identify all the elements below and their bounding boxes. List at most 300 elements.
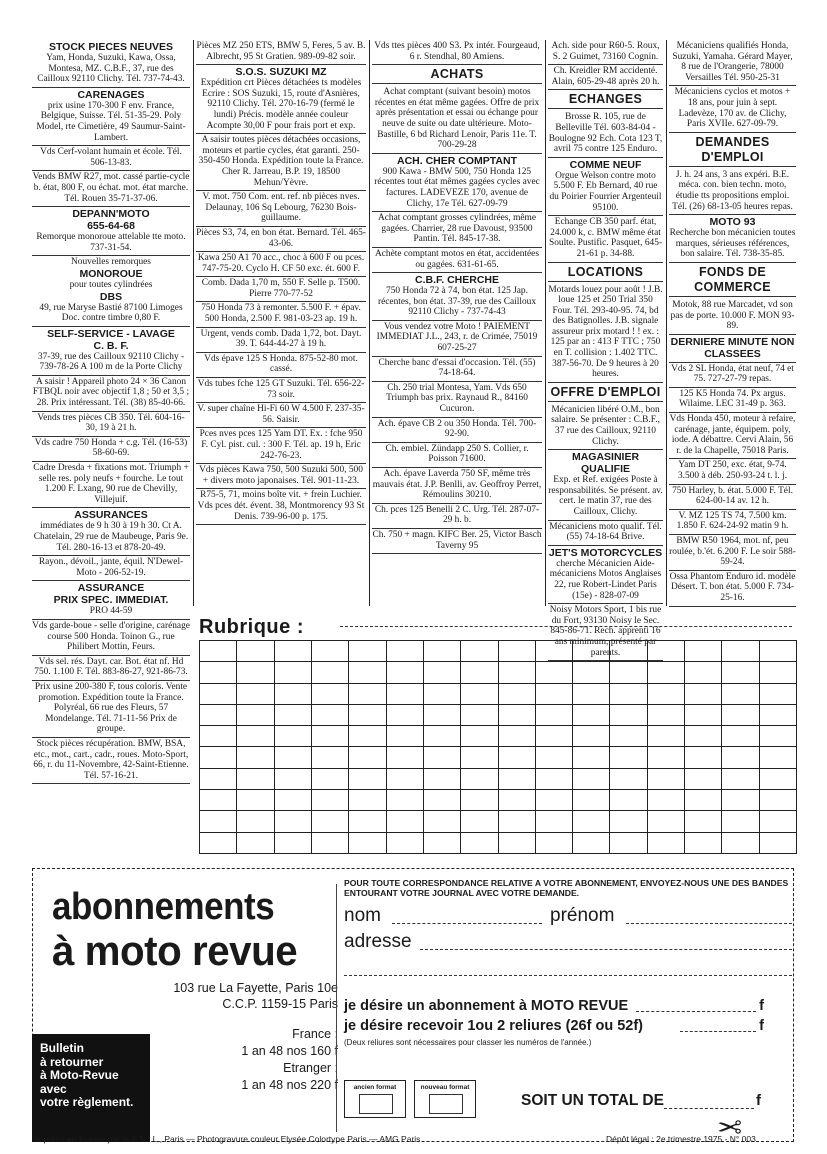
grid-cell[interactable] — [274, 811, 311, 832]
grid-cell[interactable] — [311, 641, 348, 662]
grid-cell[interactable] — [573, 790, 610, 811]
grid-cell[interactable] — [535, 747, 572, 768]
ad-text: Stock pièces récupération. BMW, BSA, etc., mot., cart., cadr., roues. Moto-Sport, 66, r. du 11-Novembre, 42-Saint-Etienne. Tél. 57-16-21. — [33, 738, 189, 781]
grid-cell[interactable] — [498, 704, 535, 725]
grid-cell[interactable] — [200, 811, 237, 832]
grid-cell[interactable] — [423, 726, 460, 747]
grid-cell[interactable] — [610, 641, 647, 662]
rubrique-write-line[interactable] — [340, 626, 792, 627]
grid-cell[interactable] — [498, 790, 535, 811]
column-divider — [369, 40, 370, 606]
grid-cell[interactable] — [535, 683, 572, 704]
grid-cell[interactable] — [311, 683, 348, 704]
old-format-checkbox[interactable] — [359, 1094, 393, 1114]
ad-text-grid[interactable] — [199, 640, 797, 854]
grid-cell[interactable] — [722, 641, 759, 662]
grid-cell[interactable] — [461, 726, 498, 747]
grid-cell[interactable] — [759, 726, 796, 747]
new-format-checkbox[interactable] — [429, 1094, 463, 1114]
grid-cell[interactable] — [349, 832, 386, 853]
grid-cell[interactable] — [498, 726, 535, 747]
classified-ad — [669, 215, 796, 263]
grid-cell[interactable] — [685, 790, 722, 811]
classified-ad — [196, 134, 366, 191]
ad-text: V. MZ 125 TS 74, 7.500 km. 1.850 F. 624-24-92 matin 9 h. — [676, 510, 789, 532]
grid-cell[interactable] — [610, 662, 647, 683]
ad-text: 49, rue Maryse Bastié 87100 Limoges Doc. contre timbre 0,80 F. — [39, 302, 183, 324]
grid-cell[interactable] — [759, 641, 796, 662]
coupon-divider — [336, 884, 337, 1132]
grid-cell[interactable] — [311, 768, 348, 789]
grid-cell[interactable] — [498, 811, 535, 832]
grid-cell[interactable] — [685, 832, 722, 853]
grid-cell[interactable] — [461, 747, 498, 768]
classified-ad — [669, 133, 796, 169]
ad-text: Vds Honda 450, moteur à refaire, carénage, jante, équipem. poly, iode. A débattre. Cervi Alain, 56 r. de la Chapelle, 75018 Paris. — [669, 414, 796, 456]
grid-cell[interactable] — [461, 641, 498, 662]
ad-text: prix usine 170-300 F env. France, Belgique, Suisse. Tél. 51-35-29. Poly Model, rte Cimetière, 49 Saumur-Saint-Lambert. — [36, 100, 186, 143]
adresse-field-2[interactable] — [344, 975, 792, 976]
ad-text: Motards louez pour août ! J.B. loue 125 et 250 Trial 350 Four. Tél. 293-40-95. 74, bd des Batignolles. J.B. signale assureur prix motard ! ! ex. : 125 par an : 413 F TTC ; 750 en T. collision : 1.402 TTC. 387-56-70. De 9 heures à 20 heures. — [548, 284, 663, 380]
grid-cell[interactable] — [237, 832, 274, 853]
ad-text: Ch. embiel. Zündapp 250 S. Collier, r. Poisson 71600. — [385, 443, 529, 465]
grid-cell[interactable] — [647, 683, 684, 704]
grid-cell[interactable] — [237, 704, 274, 725]
grid-cell[interactable] — [685, 662, 722, 683]
classified-ad — [372, 212, 542, 248]
grid-cell[interactable] — [237, 683, 274, 704]
grid-cell[interactable] — [237, 768, 274, 789]
subscribe-amount-field[interactable] — [636, 1011, 756, 1012]
ad-heading: C. B. F. — [93, 339, 129, 352]
classified-ad — [32, 376, 190, 412]
classified-ad — [372, 468, 542, 504]
ad-text: Vds garde-boue - selle d'origine, carénage course 500 Honda. Toinon G., rue Philibert Mottin, Feurs. — [32, 620, 190, 653]
grid-cell[interactable] — [311, 704, 348, 725]
classified-column-2 — [196, 40, 366, 606]
grid-cell[interactable] — [311, 726, 348, 747]
grid-row — [200, 832, 797, 853]
grid-cell[interactable] — [610, 832, 647, 853]
ad-text: Cadre Dresda + fixations mot. Triumph + selle res. poly neufs + fourche. Le tout 1.200 F. Lxang, 90 rue de Chevilly, Villejuif. — [33, 463, 189, 505]
grid-cell[interactable] — [759, 790, 796, 811]
grid-cell[interactable] — [274, 704, 311, 725]
grid-cell[interactable] — [349, 747, 386, 768]
address-line-1: 103 rue La Fayette, Paris 10e — [173, 981, 338, 995]
grid-cell[interactable] — [535, 832, 572, 853]
grid-cell[interactable] — [498, 832, 535, 853]
classified-ad — [196, 40, 366, 65]
grid-cell[interactable] — [759, 811, 796, 832]
grid-cell[interactable] — [200, 832, 237, 853]
grid-cell[interactable] — [722, 704, 759, 725]
classified-ad — [669, 363, 796, 388]
grid-cell[interactable] — [647, 832, 684, 853]
ad-heading: DBS — [99, 290, 123, 303]
grid-cell[interactable] — [610, 790, 647, 811]
classified-ad — [669, 169, 796, 215]
classified-column-1 — [32, 40, 190, 781]
classified-ad — [196, 378, 366, 403]
adresse-field[interactable] — [420, 949, 792, 950]
grid-row — [200, 704, 797, 725]
grid-cell[interactable] — [498, 768, 535, 789]
grid-cell[interactable] — [349, 790, 386, 811]
grid-cell[interactable] — [237, 726, 274, 747]
grid-cell[interactable] — [722, 683, 759, 704]
grid-cell[interactable] — [349, 768, 386, 789]
subscribe-line — [344, 996, 792, 1016]
grid-cell[interactable] — [274, 790, 311, 811]
grid-cell[interactable] — [274, 768, 311, 789]
grid-cell[interactable] — [274, 726, 311, 747]
ad-text: 125 K5 Honda 74. Px argus. Wilaime. LEC 31-49 p. 363. — [679, 388, 786, 410]
grid-cell[interactable] — [722, 832, 759, 853]
total-label: SOIT UN TOTAL DE — [521, 1092, 664, 1109]
ad-text: Expédition crt Pièces détachées ts modèles Ecrire : SOS Suzuki, 15, route d'Asnières, 92110 Clichy. Tél. 270-16-79 (fermé le lundi) Précis. modèle année couleur Acompte 30,00 F pour frais port et exp. — [200, 78, 362, 131]
classified-ad — [548, 284, 663, 383]
ad-text: Achat comptant (suivant besoin) motos récentes en état même gagées. Offre de prix après présentation et essai ou échange pour neuve de suite ou date ultérieure. Moto-Bastille, 6 bd Richard Lenoir, Paris 11e. T. 700-29-28 — [374, 87, 540, 151]
grid-cell[interactable] — [759, 683, 796, 704]
grid-cell[interactable] — [759, 832, 796, 853]
classified-ad — [32, 412, 190, 437]
grid-cell[interactable] — [237, 662, 274, 683]
ad-text: Remorque monoroue attelable tte moto. 737-31-54. — [36, 232, 186, 253]
ad-heading: CARENAGES — [77, 88, 145, 101]
ad-text: immédiates de 9 h 30 à 19 h 30. Ct A. Chatelain, 29 rue de Maubeuge, Paris 9e. Tél. 280-16-13 et 878-20-49. — [33, 521, 189, 553]
grid-cell[interactable] — [535, 662, 572, 683]
grid-cell[interactable] — [573, 747, 610, 768]
grid-cell[interactable] — [386, 726, 423, 747]
classified-ad — [32, 88, 190, 146]
grid-cell[interactable] — [311, 832, 348, 853]
ad-text: Ch. pces 125 Benelli 2 C. Urg. Tél. 287-07-29 h. b. — [374, 504, 540, 526]
grid-cell[interactable] — [200, 662, 237, 683]
classified-ad — [32, 581, 190, 620]
grid-cell[interactable] — [461, 832, 498, 853]
grid-cell[interactable] — [722, 811, 759, 832]
classified-ad — [32, 656, 190, 681]
grid-cell[interactable] — [237, 811, 274, 832]
classified-ad — [669, 40, 796, 86]
grid-cell[interactable] — [759, 768, 796, 789]
total-currency: f — [756, 1092, 761, 1109]
grid-cell[interactable] — [423, 811, 460, 832]
grid-cell[interactable] — [200, 704, 237, 725]
classified-ad — [669, 459, 796, 484]
grid-cell[interactable] — [535, 811, 572, 832]
grid-cell[interactable] — [200, 683, 237, 704]
grid-cell[interactable] — [647, 704, 684, 725]
classified-ad — [548, 111, 663, 157]
grid-cell[interactable] — [461, 790, 498, 811]
grid-cell[interactable] — [685, 726, 722, 747]
ad-text: Mécanicien libéré O.M., bon salaire. Se présenter : C.B.F., 37 rue des Cailloux, 92110 Clichy. — [551, 404, 660, 447]
grid-cell[interactable] — [423, 768, 460, 789]
new-format-option[interactable] — [414, 1080, 476, 1118]
section-heading: LOCATIONS — [548, 264, 663, 282]
grid-cell[interactable] — [573, 683, 610, 704]
ad-text: Recherche bon mécanicien toutes marques, sérieuses références, bon salaire. Tél. 738-35-85. — [669, 228, 796, 260]
classified-ad — [669, 413, 796, 459]
grid-cell[interactable] — [461, 683, 498, 704]
grid-cell[interactable] — [311, 747, 348, 768]
ad-text: V. super chaîne Hi-Fi 60 W 4.500 F. 237-35-56. Saisir. — [197, 404, 365, 425]
grid-cell[interactable] — [386, 683, 423, 704]
grid-cell[interactable] — [386, 811, 423, 832]
grid-cell[interactable] — [461, 811, 498, 832]
correspondence-note: POUR TOUTE CORRESPONDANCE RELATIVE A VOTRE ABONNEMENT, ENVOYEZ-NOUS UNE DES BANDES ENTOURANT VOTRE JOURNAL AVEC VOTRE DEMANDE. — [344, 878, 789, 898]
grid-cell[interactable] — [722, 662, 759, 683]
ad-text: Vends tres pièces CB 350. Tél. 604-16-30, 19 à 21 h. — [37, 412, 185, 434]
logo-line-2: à moto revue — [52, 927, 298, 974]
classified-ad — [32, 508, 190, 556]
grid-row — [200, 683, 797, 704]
grid-cell[interactable] — [573, 832, 610, 853]
grid-row — [200, 641, 797, 662]
ad-text: cherche Mécanicien Aide-mécaniciens Motos Anglaises 22, rue Robert-Lindet Paris (15e) - 828-07-09 — [549, 558, 662, 601]
grid-cell[interactable] — [685, 811, 722, 832]
grid-cell[interactable] — [200, 747, 237, 768]
classified-ad — [32, 681, 190, 738]
classified-ad — [548, 158, 663, 216]
ad-text: Yam DT 250, exc. état, 9-74. 3.500 à déb. 250-93-24 t. l. j. — [677, 460, 788, 482]
grid-cell[interactable] — [349, 811, 386, 832]
classified-ad — [196, 302, 366, 327]
grid-cell[interactable] — [349, 704, 386, 725]
ad-text: Ach. side pour R60-5. Roux, S. 2 Guimet, 73160 Cognin. — [551, 41, 660, 62]
grid-cell[interactable] — [759, 747, 796, 768]
grid-cell[interactable] — [349, 641, 386, 662]
grid-cell[interactable] — [573, 704, 610, 725]
grid-cell[interactable] — [461, 768, 498, 789]
ad-text: Vds tubes fche 125 GT Suzuki. Tél. 656-22-73 soir. — [197, 379, 365, 400]
grid-cell[interactable] — [461, 662, 498, 683]
grid-cell[interactable] — [386, 641, 423, 662]
printer-credit: Imprimé en France par la S.N.I.L., Paris — Photogravure couleur Elysée Colortype Paris — AMG Paris — [34, 1134, 421, 1144]
grid-cell[interactable] — [685, 747, 722, 768]
grid-cell[interactable] — [311, 811, 348, 832]
grid-cell[interactable] — [274, 683, 311, 704]
ad-text: Vends BMW R27, mot. cassé partie-cycle b. état, 800 F, ou échat. mot. état marche. Tél. Rouen 35-71-37-06. — [32, 172, 190, 204]
grid-cell[interactable] — [647, 662, 684, 683]
ad-text: pour toutes cylindrées — [69, 279, 153, 290]
grid-cell[interactable] — [647, 790, 684, 811]
classified-ad — [669, 335, 796, 363]
classified-ad — [196, 277, 366, 302]
classified-ad — [548, 40, 663, 65]
classified-ad — [196, 353, 366, 378]
ad-text: Ch. 250 trial Montesa, Yam. Vds 650 Triumph bas prix. Raynaud R., 84160 Cucuron. — [386, 382, 528, 415]
ad-text: Vds 2 SL Honda, état neuf, 74 et 75. 727-27-79 repas. — [671, 363, 794, 385]
classified-ad — [32, 620, 190, 656]
grid-row — [200, 790, 797, 811]
logo-line-1: abonnements — [52, 886, 275, 928]
grid-cell[interactable] — [423, 747, 460, 768]
grid-cell[interactable] — [535, 641, 572, 662]
classified-ad — [372, 40, 542, 65]
ad-heading: MOTO 93 — [709, 216, 756, 229]
grid-cell[interactable] — [610, 683, 647, 704]
grid-cell[interactable] — [722, 726, 759, 747]
grid-cell[interactable] — [498, 662, 535, 683]
grid-cell[interactable] — [685, 704, 722, 725]
grid-cell[interactable] — [535, 790, 572, 811]
grid-cell[interactable] — [610, 811, 647, 832]
classified-ad — [669, 263, 796, 299]
column-divider — [545, 40, 546, 606]
grid-cell[interactable] — [685, 641, 722, 662]
grid-cell[interactable] — [274, 832, 311, 853]
grid-row — [200, 811, 797, 832]
ad-heading: MONOROUE — [79, 267, 143, 280]
grid-cell[interactable] — [423, 662, 460, 683]
classified-ad — [196, 328, 366, 353]
classified-ad — [372, 504, 542, 529]
grid-cell[interactable] — [647, 768, 684, 789]
ad-text: 750 Honda 72 à 74, bon état. 125 Jap. récentes, bon état. 37-39, rue des Cailloux 92110 Clichy - 737-74-43 — [377, 286, 537, 318]
grid-cell[interactable] — [722, 790, 759, 811]
grid-cell[interactable] — [610, 704, 647, 725]
ad-heading: ACH. CHER COMPTANT — [397, 154, 517, 167]
grid-cell[interactable] — [274, 747, 311, 768]
section-heading: OFFRE D'EMPLOI — [548, 384, 663, 402]
classified-ad — [32, 207, 190, 256]
classified-ad — [32, 171, 190, 207]
grid-cell[interactable] — [722, 747, 759, 768]
ad-heading: STOCK PIECES NEUVES — [48, 41, 174, 53]
grid-row — [200, 768, 797, 789]
section-heading: DEMANDES D'EMPLOI — [669, 134, 796, 167]
grid-cell[interactable] — [386, 768, 423, 789]
grid-cell[interactable] — [423, 704, 460, 725]
ad-text: Yam, Honda, Suzuki, Kawa, Ossa, Montesa, MZ. C.B.F., 37, rue des Cailloux 92110 Clichy. Tél. 737-74-43. — [37, 53, 185, 85]
grid-cell[interactable] — [386, 747, 423, 768]
grid-cell[interactable] — [349, 662, 386, 683]
ad-text: Ach. épave Laverda 750 SF, même très mauvais état. J.P. Benlli, av. Geoffroy Perret, Rémoulins 30210. — [372, 469, 542, 501]
ad-text: Rayon., dévoil., jante, équil. N'Dewel-Moto - 206-52-19. — [38, 557, 184, 578]
ad-text: 37-39, rue des Cailloux 92110 Clichy - 739-78-26 A 100 m de la Porte Clichy — [37, 351, 185, 373]
grid-cell[interactable] — [423, 790, 460, 811]
classified-ad — [196, 464, 366, 489]
new-format-label: nouveau format — [420, 1084, 470, 1091]
grid-cell[interactable] — [200, 726, 237, 747]
grid-cell[interactable] — [647, 641, 684, 662]
bulletin-box — [32, 1034, 150, 1142]
grid-cell[interactable] — [237, 747, 274, 768]
grid-cell[interactable] — [573, 662, 610, 683]
grid-cell[interactable] — [311, 790, 348, 811]
classified-column-4 — [548, 40, 663, 658]
classified-ad — [669, 388, 796, 413]
grid-cell[interactable] — [498, 641, 535, 662]
ad-text: A saisir ! Appareil photo 24 × 36 Canon FTBQL noir avec objectif 1,8 ; 50 et 3,5 ; 28. Prix intéressant. Tél. (38) 85-40-66. — [32, 376, 190, 409]
name-row — [344, 904, 792, 928]
grid-cell[interactable] — [386, 662, 423, 683]
grid-cell[interactable] — [685, 683, 722, 704]
grid-cell[interactable] — [423, 641, 460, 662]
grid-cell[interactable] — [423, 683, 460, 704]
section-heading: FONDS DE COMMERCE — [669, 264, 796, 297]
grid-cell[interactable] — [200, 768, 237, 789]
ad-subheading: 655-64-68 — [87, 220, 135, 233]
ad-text: A saisir toutes pièces détachées occasions, moteurs et partie cycles, état garanti. 250-350-450 Honda. Expédition toute la France. Cher R. Jarreau, B.P. 19, 18500 Mehun/Yèvre. — [198, 135, 364, 188]
grid-cell[interactable] — [274, 662, 311, 683]
grid-cell[interactable] — [685, 768, 722, 789]
subscription-prices — [190, 1026, 338, 1094]
grid-cell[interactable] — [237, 641, 274, 662]
bulletin-line: Bulletin — [40, 1041, 84, 1055]
grid-cell[interactable] — [610, 726, 647, 747]
grid-cell[interactable] — [573, 811, 610, 832]
nom-field[interactable] — [392, 923, 542, 924]
grid-cell[interactable] — [573, 768, 610, 789]
grid-cell[interactable] — [610, 768, 647, 789]
grid-row — [200, 726, 797, 747]
binders-note: (Deux reliures sont nécessaires pour classer les numéros de l'année.) — [344, 1038, 592, 1047]
grid-cell[interactable] — [573, 641, 610, 662]
ad-text: Ach. épave CB 2 ou 350 Honda. Tél. 700-92-90. — [377, 418, 537, 440]
grid-cell[interactable] — [200, 641, 237, 662]
classified-ad — [32, 556, 190, 581]
grid-cell[interactable] — [535, 726, 572, 747]
subscription-form — [344, 878, 792, 1048]
grid-cell[interactable] — [274, 641, 311, 662]
grid-cell[interactable] — [722, 768, 759, 789]
grid-cell[interactable] — [610, 747, 647, 768]
grid-cell[interactable] — [535, 704, 572, 725]
france-price: 1 an 48 nos 160 f — [241, 1044, 338, 1058]
binders-amount-field[interactable] — [680, 1031, 756, 1032]
grid-cell[interactable] — [647, 747, 684, 768]
grid-cell[interactable] — [573, 726, 610, 747]
classified-ad — [548, 65, 663, 90]
grid-cell[interactable] — [386, 832, 423, 853]
grid-cell[interactable] — [647, 811, 684, 832]
grid-cell[interactable] — [759, 662, 796, 683]
grid-cell[interactable] — [386, 704, 423, 725]
grid-cell[interactable] — [349, 726, 386, 747]
grid-cell[interactable] — [498, 683, 535, 704]
grid-cell[interactable] — [535, 768, 572, 789]
ad-heading: PRIX SPEC. IMMEDIAT. — [53, 594, 169, 607]
classified-ad — [548, 383, 663, 404]
bulletin-line: à retourner — [40, 1054, 104, 1069]
grid-cell[interactable] — [349, 683, 386, 704]
old-format-option[interactable] — [344, 1080, 406, 1118]
grid-cell[interactable] — [200, 790, 237, 811]
grid-cell[interactable] — [386, 790, 423, 811]
grid-cell[interactable] — [423, 832, 460, 853]
grid-cell[interactable] — [498, 747, 535, 768]
ad-heading: ASSURANCE — [77, 582, 145, 595]
ad-text: Vds cadre 750 Honda + c.g. Tél. (16-53) 58-60-69. — [34, 437, 188, 459]
ad-text: Nouvelles remorques — [71, 257, 151, 268]
grid-cell[interactable] — [461, 704, 498, 725]
grid-cell[interactable] — [237, 790, 274, 811]
ad-text: 750 Harley, b. état. 5.000 F. Tél. 624-00-14 av. 12 h. — [672, 485, 793, 507]
classified-ad — [548, 216, 663, 262]
ad-text: Mécaniciens cyclos et motos + 18 ans, pour juin à sept. Ladevèze, 170 av. de Clichy, Paris XVIIe. 627-09-79. — [674, 87, 791, 130]
grid-cell[interactable] — [647, 726, 684, 747]
prenom-field[interactable] — [626, 923, 792, 924]
grid-cell[interactable] — [311, 662, 348, 683]
ad-text: Vds sel. rés. Dayt. car. Bot. état nf. Hd 750. 1.100 F. Tél. 883-86-27, 921-86-73. — [34, 656, 188, 678]
grid-cell[interactable] — [759, 704, 796, 725]
ad-heading: JET'S MOTORCYCLES — [548, 546, 663, 559]
classified-ad — [372, 154, 542, 212]
bulletin-line: votre règlement. — [40, 1095, 134, 1109]
